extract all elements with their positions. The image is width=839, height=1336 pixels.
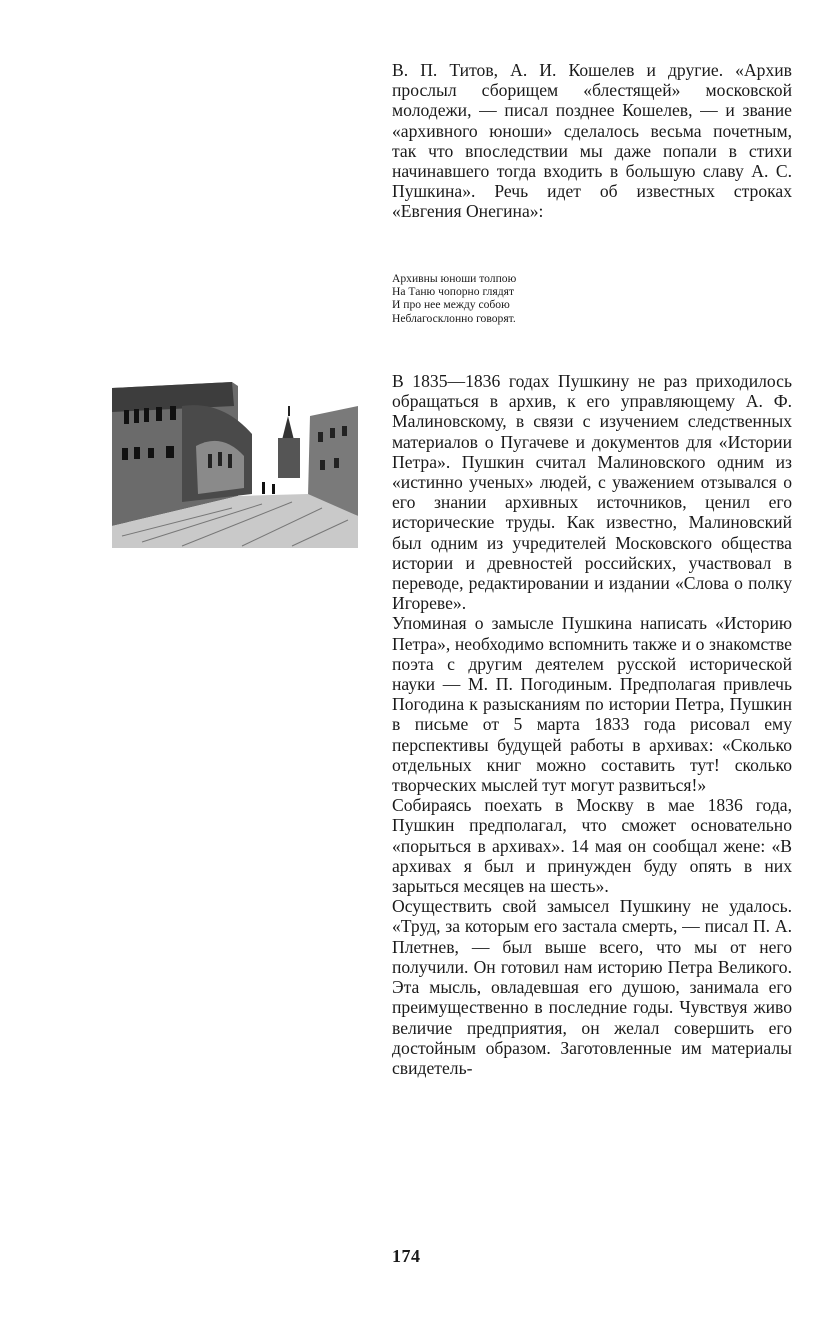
verse-quote xyxy=(392,272,792,325)
body-text xyxy=(392,371,792,1078)
paragraph-pletnev: Осуществить свой замысел Пушкину не удалось. «Труд, за которым его застала смерть, — писал П. А. Плетнев, — был выше всего, что мы от него получили. Он готовил нам историю Петра Великого. Эта мысль, овладевшая его душою, занимала его преимущественно в последние годы. Чувствуя живо величие предприятия, он желал совершить его достойным образом. Заготовленные им материалы свидетель- xyxy=(392,896,792,1078)
paragraph-moscow-trip: Собираясь поехать в Москву в мае 1836 года, Пушкин предполагал, что сможет основательно «порыться в архивах». 14 мая он сообщал жене: «В архивах я был и принужден буду опять в них зарыться месяцев на шесть». xyxy=(392,795,792,897)
page-number: 174 xyxy=(392,1246,421,1266)
paragraph-pogodin: Упоминая о замысле Пушкина написать «Историю Петра», необходимо вспомнить также и о знакомстве поэта с другим деятелем русской исторической науки — М. П. Погодиным. Предполагая привлечь Погодина к разысканиям по истории Петра, Пушкин в письме от 5 марта 1833 года рисовал ему перспективы будущей работы в архивах: «Сколько отдельных книг можно составить тут! сколько творческих мыслей тут могут развиться!» xyxy=(392,613,792,796)
verse-line: На Таню чопорно глядят xyxy=(392,285,515,299)
verse-line: И про нее между собою xyxy=(392,298,510,312)
verse-line: Неблагосклонно говорят. xyxy=(392,311,516,325)
paragraph-malinovsky: В 1835—1836 годах Пушкину не раз приходилось обращаться в архив, к его управляющему А. Ф. Малиновскому, в связи с изучением следственных материалов о Пугачеве и документов для «Истории Петра». Пушкин считал Малиновского одним из «истинно ученых» людей, с уважением отзывался о его знании архивных источников, ценил его исторические труды. Как известно, Малиновский был одним из учредителей Московского общества истории и древностей российских, участвовал в переводе, редактировании и издании «Слова о полку Игореве». xyxy=(392,371,792,614)
street-sketch-illustration xyxy=(112,376,358,548)
intro-paragraph: В. П. Титов, А. И. Кошелев и другие. «Архив прослыл сборищем «блестящей» московской молодежи, — писал позднее Кошелев, — и звание «архивного юноши» сделалось весьма почетным, так что впоследствии мы даже попали в стихи начинавшего тогда входить в большую славу А. С. Пушкина». Речь идет об известных строках «Евгения Онегина»: xyxy=(392,60,792,222)
verse-line: Архивны юноши толпою xyxy=(392,272,517,285)
